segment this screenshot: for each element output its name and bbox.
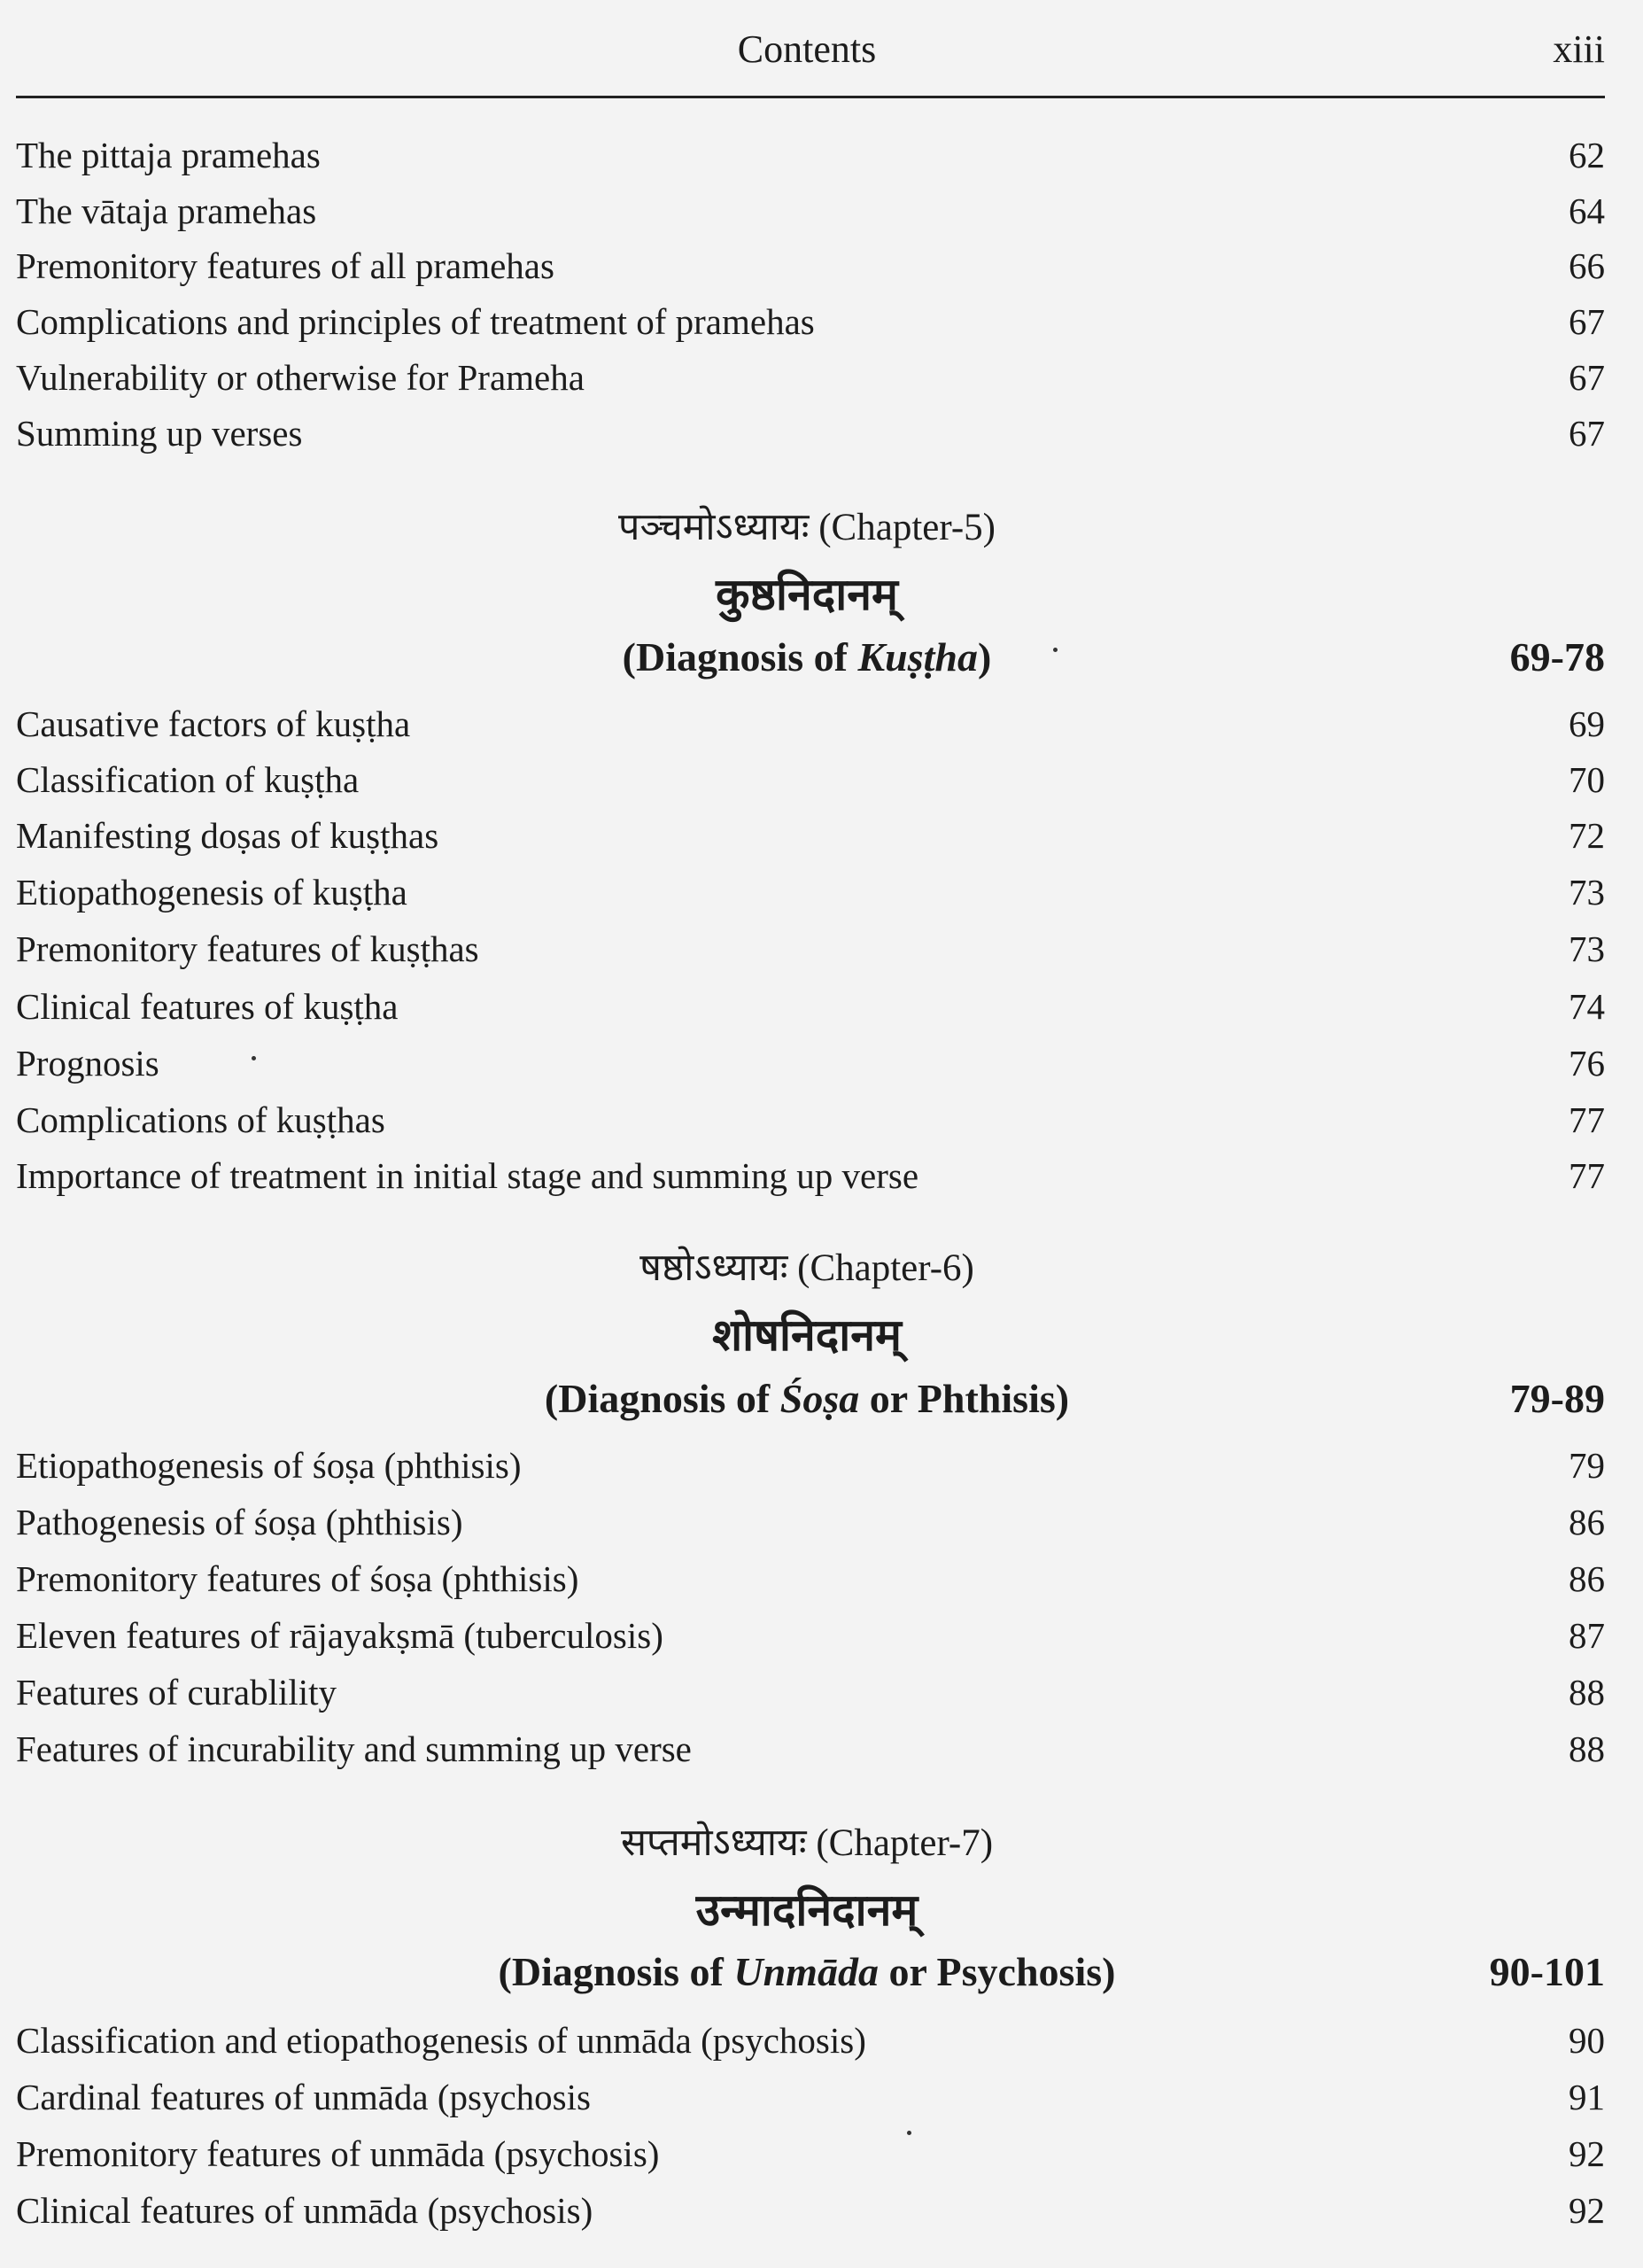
- running-head: [0, 27, 1605, 80]
- chapter-page-range: 69-78: [1509, 634, 1605, 680]
- entry-page: 76: [1569, 1043, 1605, 1084]
- entry-title: Premonitory features of śoṣa (phthisis): [16, 1558, 579, 1599]
- chapter-english-title: (Diagnosis of Śoṣa or Phthisis): [544, 1376, 1070, 1421]
- toc-entry[interactable]: [16, 1095, 1605, 1145]
- page-title: Contents: [737, 27, 877, 71]
- chapter-heading[interactable]: [0, 1944, 1605, 2000]
- entry-title: Complications of kuṣṭhas: [16, 1099, 385, 1140]
- entry-page: 88: [1569, 1672, 1605, 1713]
- chapter-english-title: (Diagnosis of Unmāda or Psychosis): [498, 1949, 1116, 1994]
- entry-page: 91: [1569, 2077, 1605, 2117]
- ink-speck: [252, 1056, 256, 1060]
- toc-entry[interactable]: [16, 982, 1605, 1031]
- entry-title: Importance of treatment in initial stage and summing up verse: [16, 1155, 919, 1196]
- entry-page: 88: [1569, 1728, 1605, 1769]
- entry-page: 79: [1569, 1445, 1605, 1486]
- chapter-label: सप्तमोऽध्यायः (Chapter-7): [620, 1822, 994, 1864]
- toc-entry[interactable]: [16, 1554, 1605, 1604]
- chapter-heading[interactable]: [0, 1371, 1605, 1427]
- toc-entry[interactable]: [16, 924, 1605, 974]
- entry-title: The pittaja pramehas: [16, 135, 321, 175]
- sanskrit-title: कुष्ठनिदानम्: [716, 570, 898, 619]
- chapter-page-range: 79-89: [1509, 1376, 1605, 1421]
- toc-entry[interactable]: [16, 297, 1605, 346]
- entry-page: 70: [1569, 759, 1605, 800]
- entry-title: Manifesting doṣas of kuṣṭhas: [16, 815, 439, 856]
- entry-page: 69: [1569, 703, 1605, 744]
- entry-page: 67: [1569, 301, 1605, 342]
- toc-entry[interactable]: [16, 1151, 1605, 1200]
- chapter-page-range: 90-101: [1489, 1949, 1605, 1994]
- entry-title: Features of incurability and summing up verse: [16, 1728, 692, 1769]
- page-number: xiii: [1553, 27, 1605, 71]
- toc-entry[interactable]: [16, 1724, 1605, 1774]
- entry-page: 86: [1569, 1502, 1605, 1542]
- toc-entry[interactable]: [16, 130, 1605, 180]
- entry-page: 72: [1569, 815, 1605, 856]
- entry-title: Premonitory features of kuṣṭhas: [16, 928, 479, 969]
- chapter-english-title: (Diagnosis of Kuṣṭha): [622, 634, 992, 680]
- chapter-heading[interactable]: [0, 629, 1605, 686]
- toc-entry[interactable]: [16, 408, 1605, 458]
- entry-title: Complications and principles of treatment of pramehas: [16, 301, 815, 342]
- toc-entry[interactable]: [16, 353, 1605, 402]
- entry-title: Vulnerability or otherwise for Prameha: [16, 357, 585, 398]
- entry-page: 73: [1569, 872, 1605, 913]
- entry-page: 92: [1569, 2133, 1605, 2174]
- toc-entry[interactable]: [16, 755, 1605, 804]
- entry-title: Summing up verses: [16, 413, 303, 454]
- toc-entry[interactable]: [16, 2072, 1605, 2122]
- entry-title: Prognosis: [16, 1043, 159, 1084]
- toc-entry[interactable]: [16, 811, 1605, 860]
- toc-entry[interactable]: [16, 1611, 1605, 1660]
- entry-page: 74: [1569, 986, 1605, 1027]
- entry-title: Etiopathogenesis of śoṣa (phthisis): [16, 1445, 522, 1486]
- toc-entry[interactable]: [16, 241, 1605, 291]
- entry-title: Eleven features of rājayakṣmā (tuberculosis): [16, 1615, 663, 1656]
- toc-entry[interactable]: [16, 2129, 1605, 2179]
- entry-page: 92: [1569, 2190, 1605, 2231]
- toc-entry[interactable]: [16, 2016, 1605, 2065]
- ink-speck: [1053, 648, 1058, 652]
- toc-entry[interactable]: [16, 1038, 1605, 1088]
- entry-page: 77: [1569, 1099, 1605, 1140]
- toc-entry[interactable]: [16, 1667, 1605, 1717]
- toc-entry[interactable]: [16, 699, 1605, 749]
- entry-page: 66: [1569, 245, 1605, 286]
- entry-page: 64: [1569, 190, 1605, 231]
- entry-title: Classification of kuṣṭha: [16, 759, 360, 800]
- entry-page: 87: [1569, 1615, 1605, 1656]
- entry-page: 90: [1569, 2020, 1605, 2061]
- entry-title: Premonitory features of all pramehas: [16, 245, 554, 286]
- entry-title: Etiopathogenesis of kuṣṭha: [16, 872, 407, 913]
- toc-entry[interactable]: [16, 867, 1605, 917]
- entry-title: Clinical features of kuṣṭha: [16, 986, 399, 1027]
- header-rule: [16, 96, 1605, 98]
- entry-title: Cardinal features of unmāda (psychosis: [16, 2077, 591, 2117]
- entry-page: 67: [1569, 413, 1605, 454]
- entry-page: 62: [1569, 135, 1605, 175]
- entry-title: Features of curablility: [16, 1672, 337, 1713]
- toc-entry[interactable]: [16, 2186, 1605, 2235]
- entry-page: 77: [1569, 1155, 1605, 1196]
- chapter-label: पञ्चमोऽध्यायः (Chapter-5): [618, 507, 996, 548]
- toc-entry[interactable]: [16, 1497, 1605, 1547]
- entry-page: 73: [1569, 928, 1605, 969]
- sanskrit-title: शोषनिदानम्: [712, 1310, 902, 1360]
- toc-entry[interactable]: [16, 1441, 1605, 1490]
- entry-title: Premonitory features of unmāda (psychosis): [16, 2133, 660, 2174]
- entry-title: Classification and etiopathogenesis of unmāda (psychosis): [16, 2020, 866, 2061]
- entry-title: The vātaja pramehas: [16, 190, 317, 231]
- entry-page: 86: [1569, 1558, 1605, 1599]
- entry-title: Causative factors of kuṣṭha: [16, 703, 411, 744]
- entry-title: Clinical features of unmāda (psychosis): [16, 2190, 593, 2231]
- chapter-label: षष्ठोऽध्यायः (Chapter-6): [639, 1247, 974, 1289]
- sanskrit-title: उन्मादनिदानम्: [695, 1885, 918, 1935]
- entry-title: Pathogenesis of śoṣa (phthisis): [16, 1502, 463, 1542]
- toc-entry[interactable]: [16, 186, 1605, 236]
- entry-page: 67: [1569, 357, 1605, 398]
